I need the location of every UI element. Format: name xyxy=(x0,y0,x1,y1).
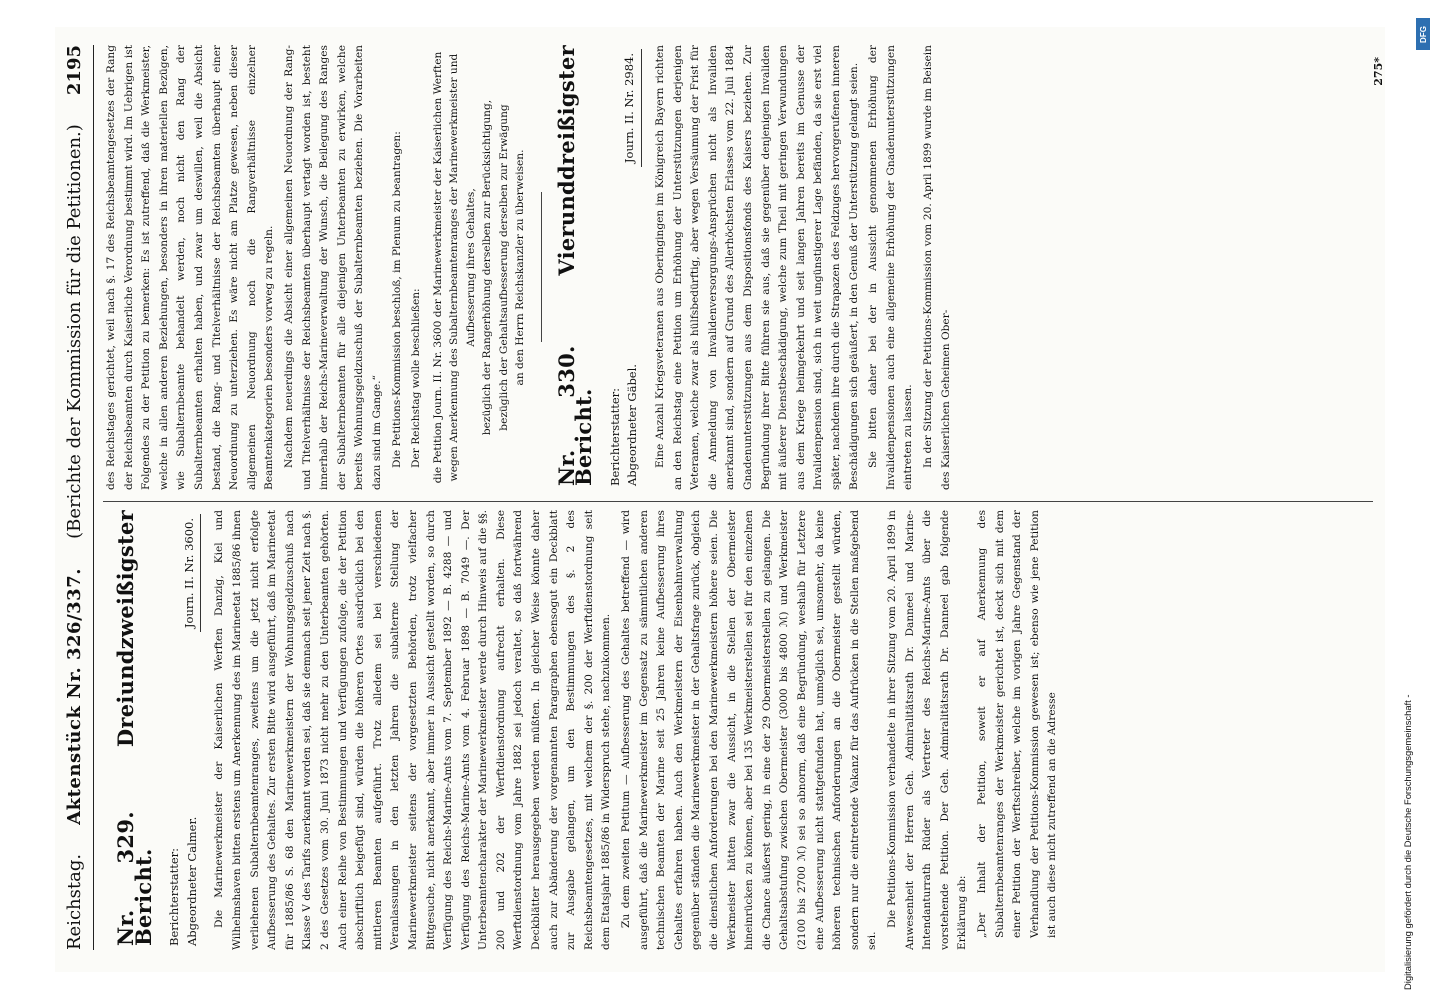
report-329-heading xyxy=(113,510,156,946)
dfg-logo-text: DFG xyxy=(1418,25,1428,43)
rapporteur-name: Abgeordneter Gäbel. xyxy=(625,364,640,486)
report-329-rapporteur xyxy=(166,514,201,946)
rapporteur-name: Abgeordneter Calmer. xyxy=(184,816,199,946)
motion-line: bezüglich der Rangerhöhung derselben zur Berücksichtigung, xyxy=(481,99,494,436)
header-document-number: Aktenstück Nr. 326/337. xyxy=(63,567,85,825)
header-left: Reichstag. xyxy=(63,853,85,950)
journal-number: Journ. II. Nr. 3600. xyxy=(181,514,202,632)
rapporteur-label: Berichterstatter: xyxy=(607,387,622,486)
motion-line: die Petition Journ. II. Nr. 3600 der Marinewerkmeister der Kaiserlichen Werften xyxy=(431,51,444,484)
page-number: 2195 xyxy=(63,45,85,96)
paragraph: Sie bitten daher bei der in Aussicht genommenen Erhöhung der Invalidenpensionen auch eine allgemeine Erhöhung der Gnadenunterstützungen eintreten zu lassen. xyxy=(867,45,915,490)
signature-mark: 275* xyxy=(1372,57,1385,86)
paragraph: In der Sitzung der Petitions-Kommission vom 20. April 1899 wurde im Beisein des Kaiserlichen Geheimen Ober- xyxy=(921,45,952,490)
section-separator xyxy=(541,193,542,343)
motion-line: bezüglich der Gehaltsaufbesserung derselben zur Erwägung xyxy=(497,104,510,431)
dfg-logo xyxy=(1416,18,1430,50)
motion-line: an den Herrn Reichskanzler zu überweisen. xyxy=(514,149,527,386)
column-divider xyxy=(103,501,1373,502)
paragraph: Nachdem neuerdings die Absicht einer allgemeinen Neuordnung der Rang- und Titelverhältnisse der Reichsbeamten überhaupt vertagt worden ist, besteht innerhalb der Reichs-Marineverwaltung der Wunsch, die Beilegung des Ranges der Subalternbeamten für alle diejenigen Unterbeamten zu erwirken, welche bereits Wohnungsgeldzuschuß der Subalternbeamten beziehen. Die Vorarbeiten dazu sind im Gange.“ xyxy=(282,45,383,490)
paragraph: Die Marinewerkmeister der Kaiserlichen Werften Danzig, Kiel und Wilhelmshaven bitten erstens um Anerkennung des im Marineetat 1885/86 ihnen verliehenen Subalternbeamtenranges, zweitens um die jetzt nicht erfolgte Aufbesserung des Gehaltes. Zur ersten Bitte wird ausgeführt, daß im Marineetat für 1885/86 S. 68 den Marinewerkmeistern der Wohnungsgeldzuschuß nach Klasse V des Tarifs zuerkannt worden sei, daß sie demnach seit jener Zeit nach §. 2 des Gesetzes vom 30. Juni 1873 nicht mehr zu den Unterbeamten gehörten. Auch einer Reihe von Bestimmungen und Verfügungen zufolge, die der Petition abschriftlich beigefügt sind, würden die höheren Ortes ausdrücklich bei den mittleren Beamten aufgeführt. Trotz alledem sei bei verschiedenen Veranlassungen in den letzten Jahren die subalterne Stellung der Marinewerkmeister seitens der vorgesetzten Behörden, trotz vielfacher Bittgesuche, nicht anerkannt, aber immer in Aussicht gestellt worden, so durch Verfügung des Reichs-Marine-Amts vom 7. September 1892 — B. 4288 — und Verfügung des Reichs-Marine-Amts vom 4. Februar 1898 — B. 7049 —. Der Unterbeamtencharakter der Marinewerkmeister werde durch Hinweis auf die §§. 200 und 202 der Werftdienstordnung aufrecht erhalten. Diese Werftdienstordnung vom Jahre 1882 sei jedoch veraltet, so daß fortwährend Deckblätter herausgegeben werden müßten. In gleicher Weise könnte daher auch zur Abänderung der vorgenannten Paragraphen ebensogut ein Deckblatt zur Ausgabe gelangen, um den Bestimmungen des §. 2 des Reichsbeamtengesetzes, mit welchem der §. 200 der Werftdienstordnung seit dem Etatsjahr 1885/86 in Widerspruch stehe, nachzukommen. xyxy=(213,510,613,950)
paragraph: Zu dem zweiten Petitum — Aufbesserung des Gehaltes betreffend — wird ausgeführt, daß die Marinewerkmeister im Gegensatz zu sämmtlichen anderen technischen Beamten der Marine seit 25 Jahren keine Aufbesserung ihres Gehaltes erfahren haben. Auch den Werkmeistern der Eisenbahnverwaltung gegenüber ständen die Marinewerkmeister in der Gehaltsfrage zurück, obgleich die dienstlichen Anforderungen bei den Marinewerkmeistern höhere seien. Die Werkmeister hätten zwar die Aussicht, in die Stellen der Obermeister hineinrücken zu können, aber bei 135 Werkmeisterstellen sei für den einzelnen die Chance äußerst gering, in eine der 29 Obermeisterstellen zu gelangen. Die Gehaltsabstufung zwischen Obermeister (3000 bis 4800 ℳ) und Werkmeister (2100 bis 2700 ℳ) sei so abnorm, daß eine Begründung, weshalb für Letztere eine Aufbesserung nicht stattgefunden hat, unmöglich sei, umsomehr, da keine höheren technischen Anforderungen an die Obermeister gestellt würden, sondern nur die eintretende Vakanz für das Aufrücken in die Stellen maßgebend sei. xyxy=(620,510,879,950)
report-330-title: Vierunddreißigster Bericht. xyxy=(553,45,597,486)
rapporteur-label: Berichterstatter: xyxy=(167,847,182,946)
journal-number: Journ. II. Nr. 2984. xyxy=(621,49,642,167)
report-329-title: Dreiundzweißigster Bericht. xyxy=(113,510,156,946)
quoted-statement: „Der Inhalt der Petition, soweit er auf Anerkennung des Subalternbeamtenranges der Werkmeister gerichtet ist, deckt sich mit dem einer Petition der Werftschreiber, welche im vorigen Jahre Gegenstand der Verhandlung der Petitions-Kommission gewesen ist; ebenso wie jene Petition ist auch diese nicht zutreffend an die Adresse xyxy=(975,510,1059,938)
digitization-credit: Digitalisierung gefördert durch die Deutsche Forschungsgemeinschaft - xyxy=(1402,694,1413,990)
right-column xyxy=(103,45,1375,490)
report-330-number: Nr. 330. xyxy=(553,345,579,486)
header-section: (Berichte der Kommission für die Petitionen.) xyxy=(63,124,85,539)
motion-text xyxy=(430,45,529,490)
report-329-number: Nr. 329. xyxy=(113,811,138,946)
paragraph: Die Petitions-Kommission beschloß, im Plenum zu beantragen: xyxy=(390,131,403,468)
scanned-page xyxy=(55,27,1385,972)
paragraph: Eine Anzahl Kriegsveteranen aus Oberingingen im Königreich Bayern richten an den Reichstag eine Petition um Erhöhung der Unterstützungen derjenigen Veteranen, welche zwar als hülfsbedürftig, aber wegen Versäumung der Frist für die Anmeldung von Invalidenversorgungs-Ansprüchen nicht als Invaliden anerkannt sind, sondern auf Grund des Allerhöchsten Erlasses vom 22. Juli 1884 Gnadenunterstützungen aus dem Dispositionsfonds des Kaisers beziehen. Zur Begründung ihrer Bitte führen sie aus, daß sie gegenüber denjenigen Invaliden mit äußerer Dienstbeschädigung, welche zum Theil mit geringen Verwundungen aus dem Kriege heimgekehrt und seit langen Jahren bereits im Genusse der Invalidenpension sind, sich in weit ungünstigerer Lage befänden, da sie erst viel später, nachdem ihre durch die Strapazen des Feldzuges hervorgerufenen inneren Beschädigungen sich geäußert, in den Genuß der Unterstützung gelangt seien. xyxy=(654,45,860,490)
page-header xyxy=(55,45,94,950)
motion-line: wegen Anerkennung des Subalternbeamtenranges der Marinewerkmeister und Aufbesserung ihres Gehaltes, xyxy=(448,53,477,482)
report-330-heading xyxy=(553,45,597,486)
paragraph: Die Petitions-Kommission verhandelte in ihrer Sitzung vom 20. April 1899 in Anwesenheit der Herren Geh. Admiralitätsrath Dr. Danneel und Marine-Intendanturrath Rüder als Vertreter des Reichs-Marine-Amts über die vorstehende Petition. Der Geh. Admiralitätsrath Dr. Danneel gab folgende Erklärung ab: xyxy=(885,510,969,950)
paragraph: des Reichstages gerichtet, weil nach §. 17 des Reichsbeamtengesetzes der Rang der Reichsbeamten durch Kaiserliche Verordnung bestimmt wird. Im Uebrigen ist Folgendes zu der Petition zu bemerken: Es ist zutreffend, daß die Werkmeister, welche in allen anderen Beziehungen, besonders in ihren materiellen Bezügen, wie Subalternbeamte behandelt werden, noch nicht den Rang der Subalternbeamten erhalten haben, und zwar um deswillen, weil die Absicht bestand, die Rang- und Titelverhältnisse der Reichsbeamten überhaupt einer Neuordnung zu unterziehen. Es wäre nicht am Platze gewesen, neben dieser allgemeinen Neuordnung noch die Rangverhältnisse einzelner Beamtenkategorien besonders vorweg zu regeln. xyxy=(105,45,276,490)
report-330-rapporteur xyxy=(607,49,642,486)
left-column xyxy=(103,510,1375,950)
paragraph: Der Reichstag wolle beschließen: xyxy=(410,288,423,468)
